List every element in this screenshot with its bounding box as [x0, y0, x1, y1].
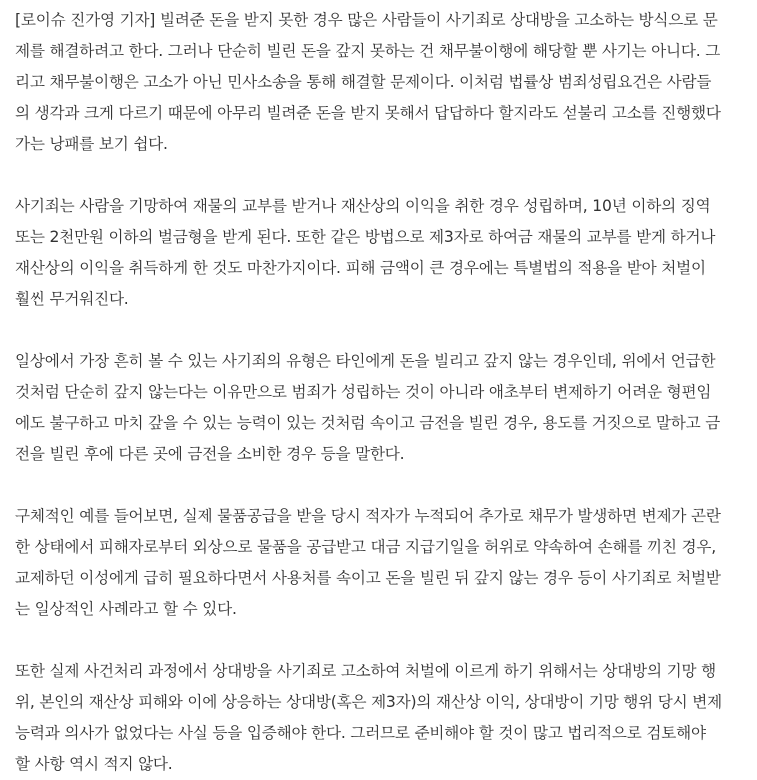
paragraph-line: 의 생각과 크게 다르기 때문에 아무리 빌려준 돈을 받지 못해서 답답하다 할지라도 섣불리 고소를 진행했다: [15, 104, 721, 122]
paragraph-line: 제를 해결하려고 한다. 그러나 단순히 빌린 돈을 갚지 못하는 건 채무불이행에 해당할 뿐 사기는 아니다. 그: [15, 42, 721, 60]
paragraph-line: 것처럼 단순히 갚지 않는다는 이유만으로 범죄가 성립하는 것이 아니라 애초부터 변제하기 어려운 형편임: [15, 383, 712, 401]
paragraph-line: 능력과 의사가 없었다는 사실 등을 입증해야 한다. 그러므로 준비해야 할 것이 많고 법리적으로 검토해야: [15, 724, 706, 742]
paragraph-line: 구체적인 예를 들어보면, 실제 물품공급을 받을 당시 적자가 누적되어 추가로 채무가 발생하면 변제가 곤란: [15, 507, 721, 525]
paragraph-line: 는 일상적인 사례라고 할 수 있다.: [15, 600, 237, 618]
paragraph-line: 할 사항 역시 적지 않다.: [15, 755, 173, 773]
paragraph-line: 또한 실제 사건처리 과정에서 상대방을 사기죄로 고소하여 처벌에 이르게 하기 위해서는 상대방의 기망 행: [15, 662, 716, 680]
paragraph-line: 에도 불구하고 마치 갚을 수 있는 능력이 있는 것처럼 속이고 금전을 빌린 경우, 용도를 거짓으로 말하고 금: [15, 414, 721, 432]
paragraph-line: 재산상의 이익을 취득하게 한 것도 마찬가지이다. 피해 금액이 큰 경우에는 특별법의 적용을 받아 처벌이: [15, 259, 706, 277]
paragraph-line: 사기죄는 사람을 기망하여 재물의 교부를 받거나 재산상의 이익을 취한 경우 성립하며, 10년 이하의 징역: [15, 197, 711, 215]
paragraph-line: 전을 빌린 후에 다른 곳에 금전을 소비한 경우 등을 말한다.: [15, 445, 405, 463]
paragraph-line: 한 상태에서 피해자로부터 외상으로 물품을 공급받고 대금 지급기일을 허위로 약속하여 손해를 끼친 경우,: [15, 538, 716, 556]
paragraph-line: 교제하던 이성에게 급히 필요하다면서 사용처를 속이고 돈을 빌린 뒤 갚지 않는 경우 등이 사기죄로 처벌받: [15, 569, 721, 587]
paragraph-1: [15, 5, 755, 160]
paragraph-line: 일상에서 가장 흔히 볼 수 있는 사기죄의 유형은 타인에게 돈을 빌리고 갚지 않는 경우인데, 위에서 언급한: [15, 352, 716, 370]
paragraph-5: [15, 656, 755, 780]
paragraph-4: [15, 501, 755, 625]
paragraph-line: 또는 2천만원 이하의 벌금형을 받게 된다. 또한 같은 방법으로 제3자로 하여금 재물의 교부를 받게 하거나: [15, 228, 716, 246]
paragraph-line: 훨씬 무거워진다.: [15, 290, 129, 308]
paragraph-2: [15, 191, 755, 315]
paragraph-line: [로이슈 진가영 기자] 빌려준 돈을 받지 못한 경우 많은 사람들이 사기죄로 상대방을 고소하는 방식으로 문: [15, 11, 718, 29]
paragraph-line: 리고 채무불이행은 고소가 아닌 민사소송을 통해 해결할 문제이다. 이처럼 법률상 범죄성립요건은 사람들: [15, 73, 712, 91]
paragraph-line: 가는 낭패를 보기 쉽다.: [15, 135, 168, 153]
paragraph-3: [15, 346, 755, 470]
paragraph-line: 위, 본인의 재산상 피해와 이에 상응하는 상대방(혹은 제3자)의 재산상 이익, 상대방이 기망 행위 당시 변제: [15, 693, 723, 711]
article-body: [15, 5, 755, 780]
